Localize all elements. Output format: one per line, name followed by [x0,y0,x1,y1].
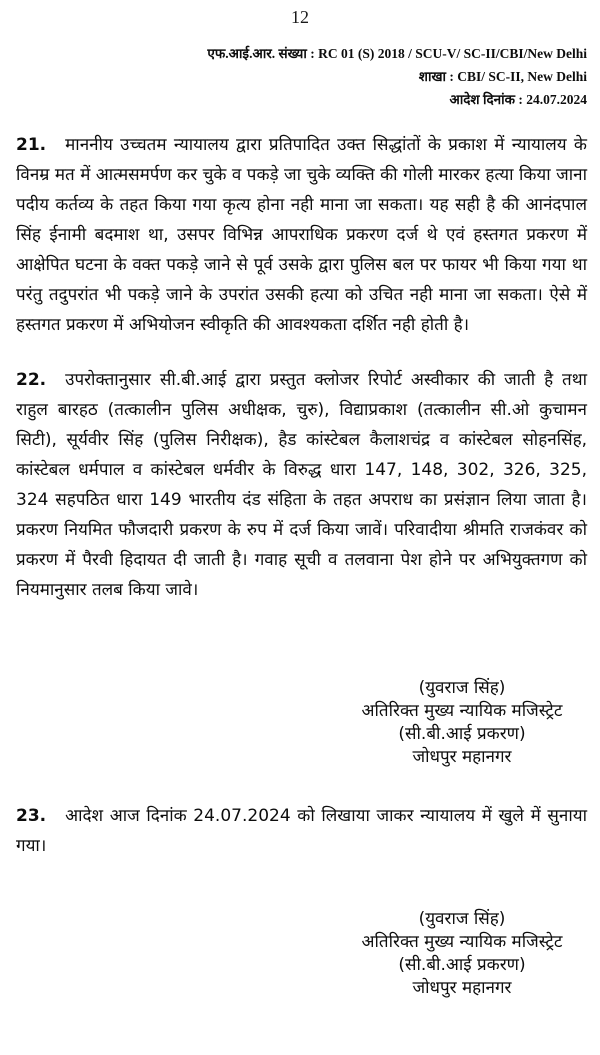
paragraph-22-text: उपरोक्तानुसार सी.बी.आई द्वारा प्रस्तुत क्लोजर रिपोर्ट अस्वीकार की जाती है तथा राहुल बारहठ (तत्कालीन पुलिस अधीक्षक, चुरु), विद्याप्रकाश (तत्कालीन सी.ओ कुचामन सिटी), सूर्यवीर सिंह (पुलिस निरीक्षक), हैड कांस्टेबल कैलाशचंद्र व कांस्टेबल सोहनसिंह, कांस्टेबल धर्मपाल व कांस्टेबल धर्मवीर के विरुद्ध धारा 147, 148, 302, 326, 325, 324 सहपठित धारा 149 भारतीय दंड संहिता के तहत अपराध का प्रसंज्ञान लिया जाता है। प्रकरण नियमित फौजदारी प्रकरण के रुप में दर्ज किया जावें। परिवादीया श्रीमति राजकंवर को प्रकरण में पैरवी हिदायत दी जाती है। गवाह सूची व तलवाना पेश होने पर अभियुक्तगण को नियमानुसार तलब किया जावे। [16,370,587,600]
branch-line: शाखा : CBI/ SC-II, New Delhi [418,69,587,84]
signatory-title: अतिरिक्त मुख्य न्यायिक मजिस्ट्रेट [361,932,563,952]
page-number: 12 [291,7,309,27]
signatory-title: अतिरिक्त मुख्य न्यायिक मजिस्ट्रेट [361,701,563,721]
paragraph-23-text: आदेश आज दिनांक 24.07.2024 को लिखाया जाकर न्यायालय में खुले में सुनाया गया। [16,806,587,856]
paragraph-21-number: 21. [16,135,47,155]
signatory-location: जोधपुर महानगर [412,747,512,767]
signature-block-2 [337,908,587,1000]
paragraph-21 [16,130,587,340]
signatory-designation: (सी.बी.आई प्रकरण) [398,724,526,744]
paragraph-23 [16,801,587,861]
paragraph-23-number: 23. [16,806,47,826]
document-header [0,42,600,111]
fir-number-line: एफ.आई.आर. संख्या : RC 01 (S) 2018 / SCU-V/ SC-II/CBI/New Delhi [207,46,587,61]
paragraph-21-text: माननीय उच्चतम न्यायालय द्वारा प्रतिपादित उक्त सिद्धांतों के प्रकाश में न्यायालय के विनम्र मत में आत्मसमर्पण कर चुके व पकड़े जा चुके व्यक्ति की गोली मारकर हत्या किया जाना पदीय कर्तव्य के तहत किया गया कृत्य होना नही माना जा सकता। यह सही है की आनंदपाल सिंह ईनामी बदमाश था, उसपर विभिन्न आपराधिक प्रकरण दर्ज थे एवं हस्तगत प्रकरण में आक्षेपित घटना के वक्त पकड़े जाने से पूर्व उसके द्वारा पुलिस बल पर फायर भी किया गया था परंतु तदुपरांत भी पकड़े जाने के उपरांत उसकी हत्या को उचित नही माना जा सकता। ऐसे में हस्तगत प्रकरण में अभियोजन स्वीकृति की आवश्यकता दर्शित नही होती है। [16,135,587,335]
order-date-line: आदेश दिनांक : 24.07.2024 [449,92,587,107]
signatory-name: (युवराज सिंह) [418,678,506,698]
signatory-designation: (सी.बी.आई प्रकरण) [398,955,526,975]
signatory-location: जोधपुर महानगर [412,978,512,998]
signature-block-1 [337,677,587,769]
paragraph-22 [16,365,587,605]
signatory-name: (युवराज सिंह) [418,909,506,929]
order-body [16,130,587,1000]
paragraph-22-number: 22. [16,370,47,390]
